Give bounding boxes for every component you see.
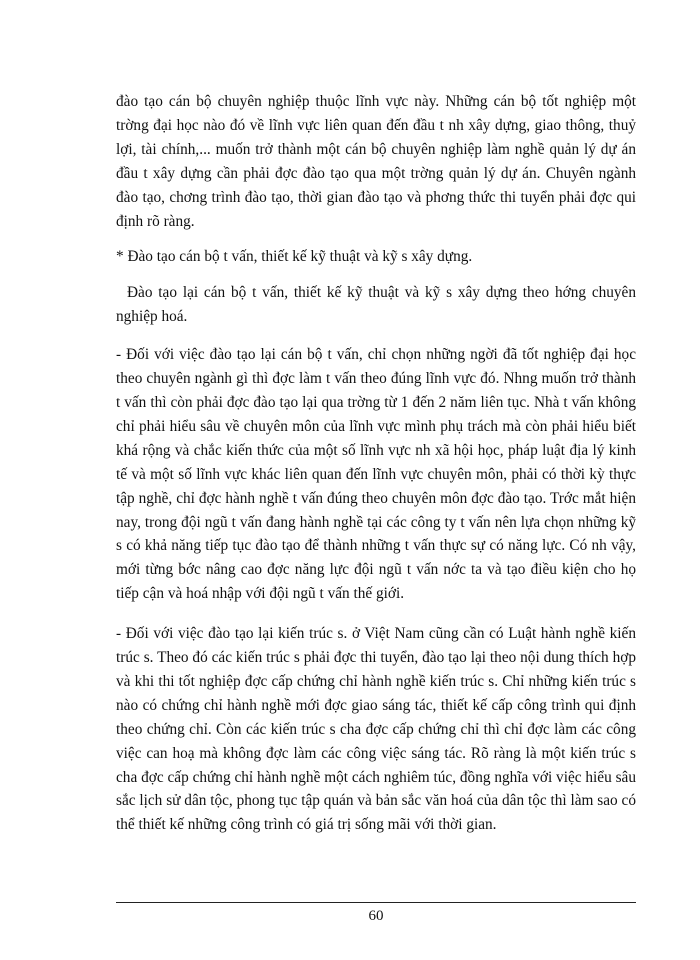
list-item: - Đối với việc đào tạo lại cán bộ t vấn, chỉ chọn những ngời đã tốt nghiệp đại học theo chuyên ngành gì thì đợc làm t vấn theo đúng lĩnh vực đó. Nhng muốn trở thành t vấn thì còn phải đợc đào tạo lại qua trờng từ 1 đến 2 năm liên tục. Nhà t vấn không chỉ phải hiểu sâu về chuyên môn của lĩnh vực mình phụ trách mà còn phải hiểu biết khá rộng và chắc kiến thức của một số lĩnh vực nh xã hội học, pháp luật địa lý kinh tế và một số lĩnh vực khác liên quan đến lĩnh vực chuyên môn, phải có thời kỳ thực tập nghề, chỉ đợc hành nghề t vấn đúng theo chuyên môn đợc đào tạo. Trớc mắt hiện nay, trong đội ngũ t vấn đang hành nghề tại các công ty t vấn nên lựa chọn những kỹ s có khả năng tiếp tục đào tạo để thành những t vấn thực sự có năng lực. Có nh vậy, mới từng bớc nâng cao đợc năng lực đội ngũ t vấn nớc ta và tạo điều kiện cho họ tiếp cận và hoá nhập với đội ngũ t vấn thế giới. — [116, 346, 636, 603]
document-body — [116, 90, 636, 837]
section-heading: * Đào tạo cán bộ t vấn, thiết kế kỹ thuật và kỹ s xây dựng. — [116, 248, 473, 266]
footer-divider — [116, 902, 636, 903]
paragraph-continuation: đào tạo cán bộ chuyên nghiệp thuộc lĩnh vực này. Những cán bộ tốt nghiệp một trờng đại học nào đó về lĩnh vực liên quan đến đầu t nh xây dựng, giao thông, thuỷ lợi, tài chính,... muốn trở thành một cán bộ chuyên nghiệp làm nghề quản lý dự án đầu t xây dựng cần phải đợc đào tạo qua một trờng quản lý dự án. Chuyên ngành đào tạo, chơng trình đào tạo, thời gian đào tạo và phơng thức thi tuyển phải đợc qui định rõ ràng. — [116, 93, 636, 230]
list-item: - Đối với việc đào tạo lại kiến trúc s. ở Việt Nam cũng cần có Luật hành nghề kiến trúc s. Theo đó các kiến trúc s phải đợc thi tuyển, đào tạo lại theo nội dung thích hợp và khi thi tốt nghiệp đợc cấp chứng chỉ hành nghề kiến trúc s. Chỉ những kiến trúc s nào có chứng chỉ hành nghề mới đợc giao sáng tác, thiết kế cấp công trình qui định theo chứng chỉ. Còn các kiến trúc s cha đợc cấp chứng chỉ thì chỉ đợc làm các công việc can hoạ mà không đợc làm các công việc sáng tác. Rõ ràng là một kiến trúc s cha đợc cấp chứng chỉ hành nghề một cách nghiêm túc, đồng nghĩa với việc hiểu sâu sắc lịch sử dân tộc, phong tục tập quán và bản sắc văn hoá của dân tộc thì làm sao có thể thiết kế những công trình có giá trị sống mãi với thời gian. — [116, 625, 636, 834]
page-number: 60 — [368, 908, 384, 924]
paragraph-intro: Đào tạo lại cán bộ t vấn, thiết kế kỹ thuật và kỹ s xây dựng theo hớng chuyên nghiệp hoá. — [116, 284, 636, 326]
